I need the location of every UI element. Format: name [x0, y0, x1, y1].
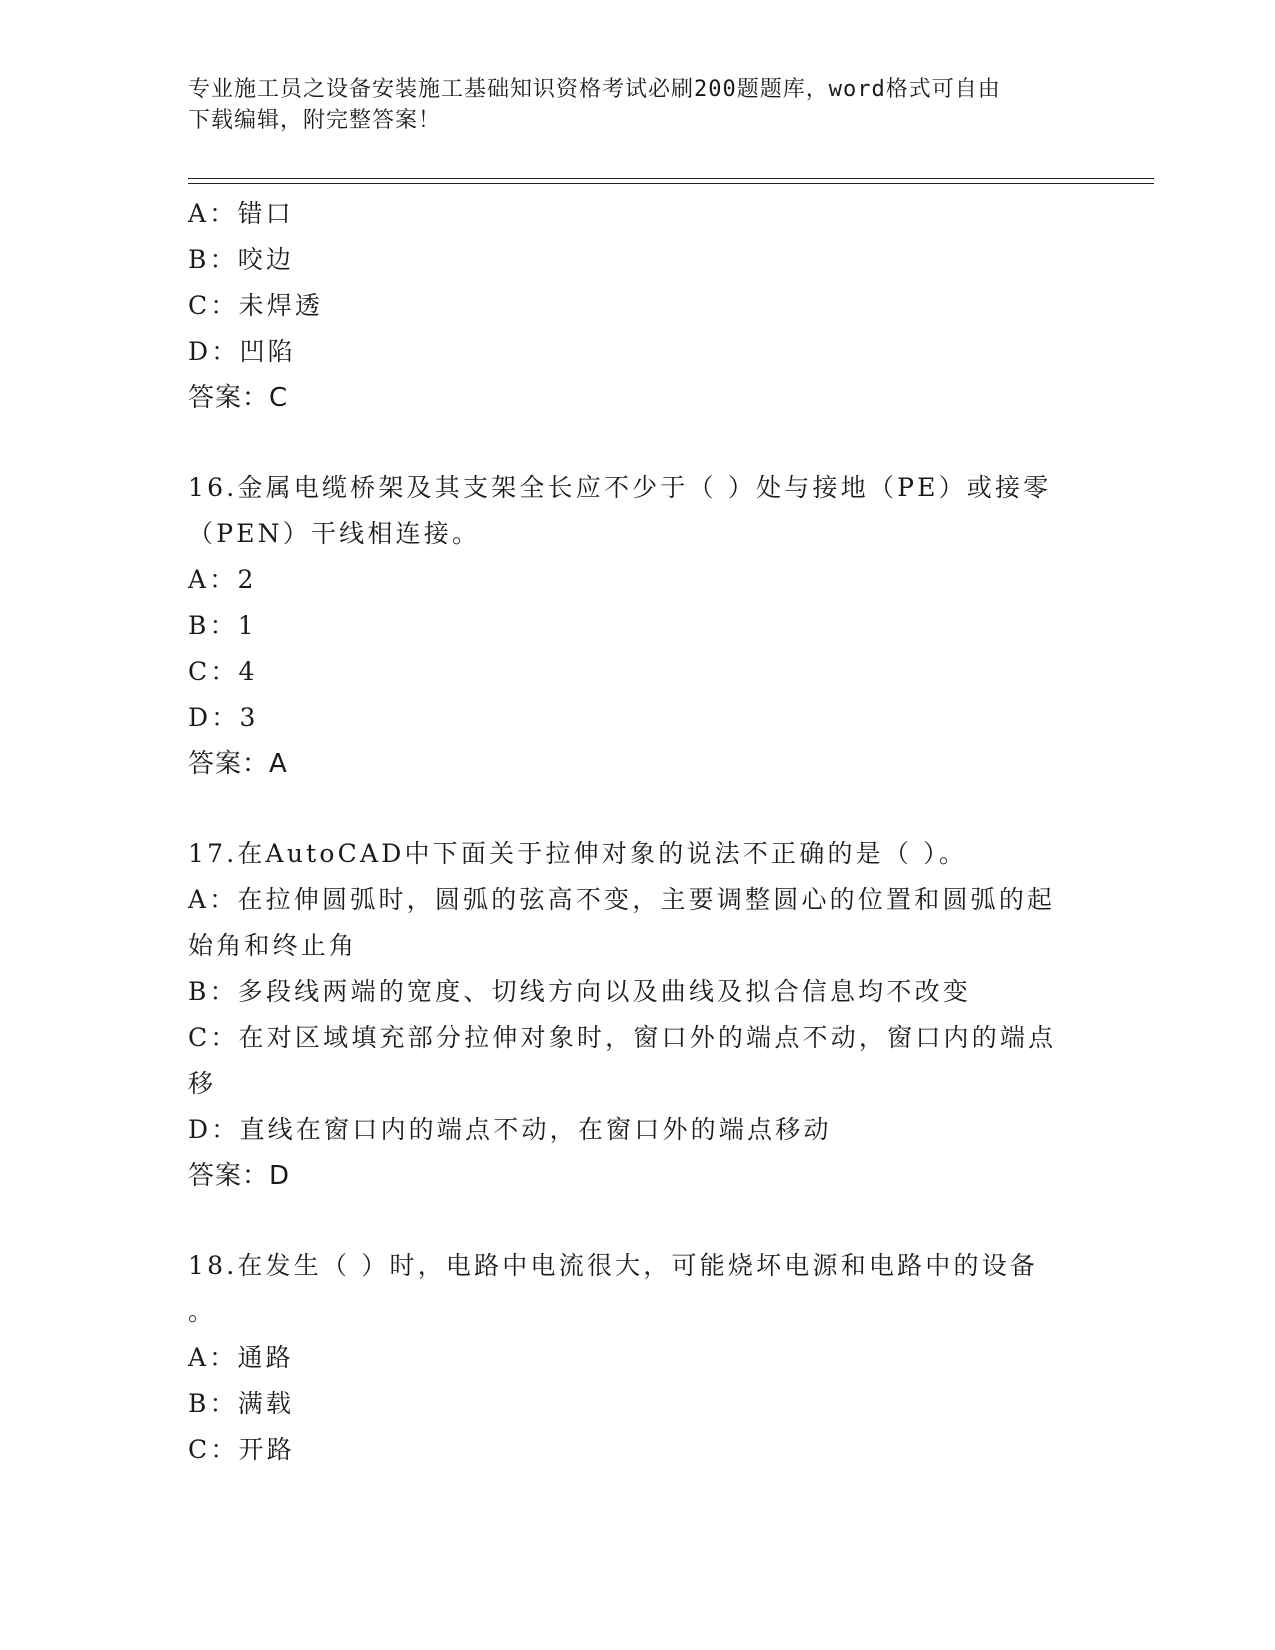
option-a — [188, 557, 1088, 603]
option-b: B：多段线两端的宽度、切线方向以及曲线及拟合信息均不改变 — [188, 977, 971, 1006]
answer-line: 答案：C — [188, 383, 289, 413]
option-text: 3 — [239, 703, 259, 732]
option-text: 未焊透 — [238, 291, 324, 320]
question-stem-line-2: （PEN）干线相连接。 — [188, 519, 481, 548]
document-header — [188, 74, 1068, 136]
option-d — [188, 695, 1088, 741]
option-key: A： — [188, 565, 238, 594]
option-b — [188, 237, 1088, 283]
option-text: 开路 — [238, 1435, 295, 1464]
option-key: B： — [188, 611, 238, 640]
option-text: 满载 — [237, 1389, 295, 1418]
option-key: D： — [188, 337, 240, 366]
option-key: C： — [188, 291, 239, 320]
option-a — [188, 1335, 1088, 1381]
question-15 — [188, 191, 1088, 421]
option-key: B： — [188, 245, 238, 274]
question-stem-line-2: 。 — [188, 1297, 217, 1326]
option-key: D： — [188, 703, 240, 732]
option-b — [188, 1381, 1088, 1427]
question-17 — [188, 831, 1088, 1199]
option-c-line-1: C：在对区域填充部分拉伸对象时，窗口外的端点不动，窗口内的端点 — [188, 1023, 1057, 1052]
option-text: 凹陷 — [239, 337, 296, 366]
header-title-line-1: 专业施工员之设备安装施工基础知识资格考试必刷200题题库，word格式可自由 — [188, 77, 1001, 102]
option-c — [188, 283, 1088, 329]
option-a-line-1: A：在拉伸圆弧时，圆弧的弦高不变，主要调整圆心的位置和圆弧的起 — [188, 885, 1056, 914]
option-text: 咬边 — [237, 245, 295, 274]
option-a — [188, 191, 1088, 237]
option-c-line-2: 移 — [188, 1069, 217, 1098]
answer-line: 答案：A — [188, 749, 288, 779]
question-18 — [188, 1243, 1088, 1473]
option-text: 1 — [237, 611, 257, 640]
answer-line: 答案：D — [188, 1161, 291, 1191]
option-c — [188, 1427, 1088, 1473]
header-title-line-2: 下载编辑，附完整答案！ — [188, 108, 442, 133]
header-divider-bottom — [188, 183, 1154, 184]
option-c — [188, 649, 1088, 695]
option-key: C： — [188, 657, 239, 686]
question-stem-line-1: 18.在发生（ ）时，电路中电流很大，可能烧坏电源和电路中的设备 — [188, 1251, 1039, 1280]
option-a-line-2: 始角和终止角 — [188, 931, 358, 960]
option-text: 通路 — [237, 1343, 294, 1372]
option-d: D：直线在窗口内的端点不动，在窗口外的端点移动 — [188, 1115, 832, 1144]
question-16 — [188, 465, 1088, 787]
option-text: 4 — [238, 657, 258, 686]
option-key: C： — [188, 1435, 239, 1464]
option-text: 2 — [237, 565, 257, 594]
option-key: A： — [188, 1343, 238, 1372]
option-key: A： — [188, 199, 238, 228]
option-d — [188, 329, 1088, 375]
header-divider-top — [188, 178, 1154, 179]
question-stem-line-1: 16.金属电缆桥架及其支架全长应不少于（ ）处与接地（PE）或接零 — [188, 473, 1052, 502]
question-stem-line-1: 17.在AutoCAD中下面关于拉伸对象的说法不正确的是（ ）。 — [188, 839, 968, 868]
option-b — [188, 603, 1088, 649]
option-text: 错口 — [237, 199, 294, 228]
question-list — [188, 191, 1088, 1473]
option-key: B： — [188, 1389, 238, 1418]
